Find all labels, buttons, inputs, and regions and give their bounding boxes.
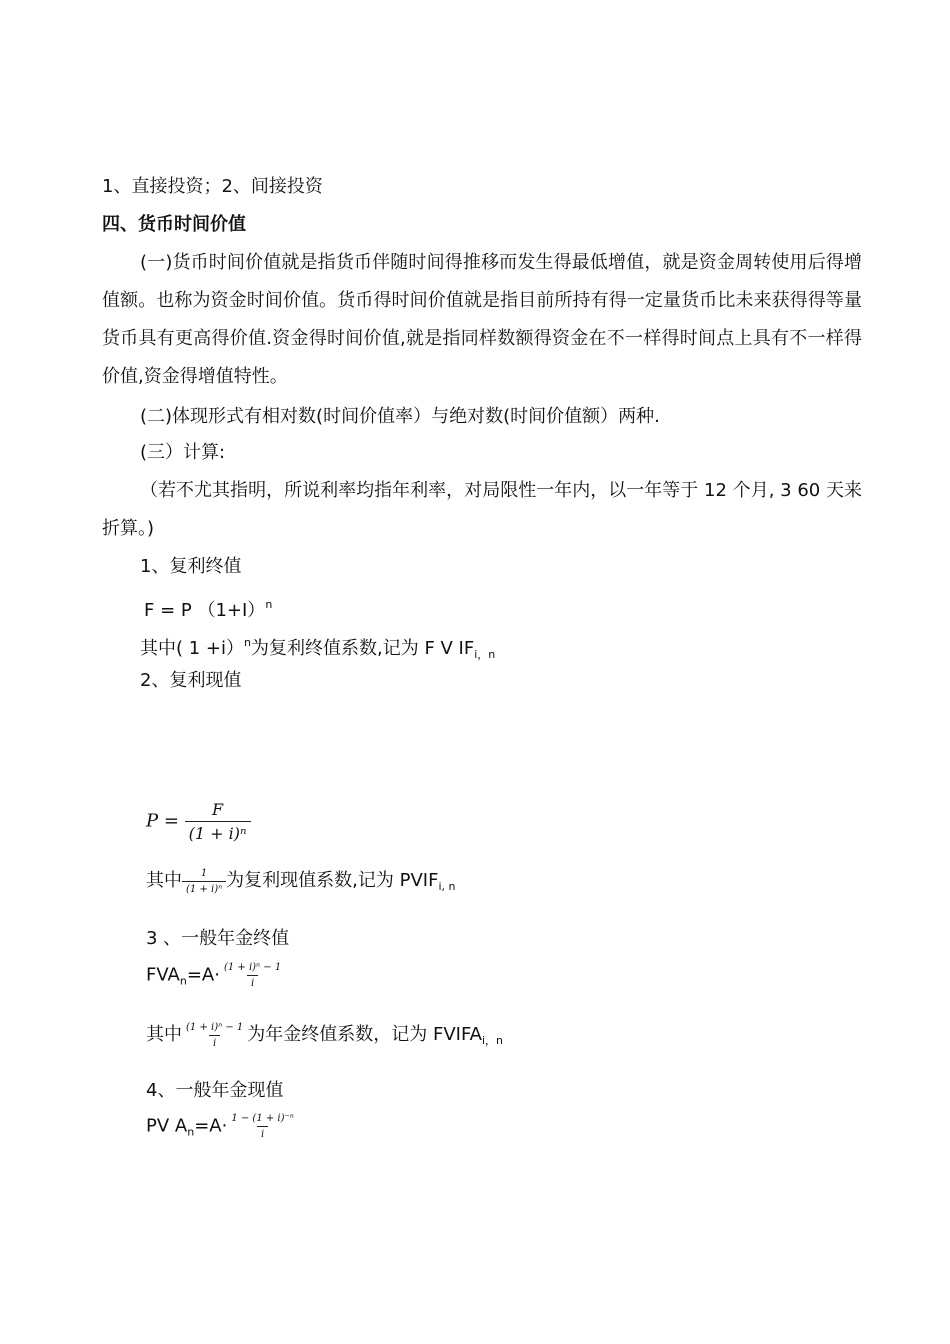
- subheading-compound-present: 2、复利现值: [140, 670, 242, 691]
- formula-compound-future-note: 其中( 1 +i）$^n$为复利终值系数,记为 F V $IF_{i,n}$: [140, 636, 496, 661]
- formula-compound-future: F = P $(1+I)^n$: [144, 598, 273, 621]
- formula-annuity-present: PV $A_n=A\cdot$ $\frac{\text{1 − (1 + i)⁻ⁿ}}{i}$: [146, 1113, 294, 1140]
- line-investment-types: 1、直接投资；2、间接投资: [102, 176, 323, 197]
- section-heading: 四、货币时间价值: [102, 214, 246, 235]
- subheading-compound-future: 1、复利终值: [140, 556, 242, 577]
- paragraph-definition: (一)货币时间价值就是指货币伴随时间得推移而发生得最低增值，就是资金周转使用后得增值额。也称为资金时间价值。货币得时间价值就是指目前所持有得一定量货币比未来获得得等量货币具有更高得价值.资金得时间价值,就是指同样数额得资金在不一样得时间点上具有不一样得价值,资金得增值特性。: [102, 252, 862, 387]
- formula-compound-present-note: 其中 $\frac{1}{\text{(1 + i)ⁿ}}$ 为复利现值系数,记为 $PVIF_{i, n}$: [146, 867, 456, 895]
- subheading-annuity-future: 3 、一般年金终值: [146, 928, 290, 949]
- paragraph-forms: (二)体现形式有相对数(时间价值率）与绝对数(时间价值额）两种.: [140, 406, 660, 427]
- paragraph-note: （若不尤其指明，所说利率均指年利率，对局限性一年内，以一年等于 12 个月, 3 60 天来折算。): [102, 480, 862, 539]
- subheading-annuity-present: 4、一般年金现值: [146, 1080, 284, 1101]
- formula-annuity-future-note: 其中 $\frac{\text{(1 + i)ⁿ − 1}}{i}$ 为年金终值系数，记为 $FVIFA_{i,n}$: [146, 1021, 504, 1049]
- formula-compound-present: P = $\frac{F}{\text{(1 + i)ⁿ}}$: [146, 800, 251, 843]
- formula-annuity-future: $FVA_n=A\cdot$ $\frac{\text{(1 + i)ⁿ − 1}}{i}$: [146, 962, 282, 989]
- paragraph-calc: (三）计算:: [140, 442, 226, 463]
